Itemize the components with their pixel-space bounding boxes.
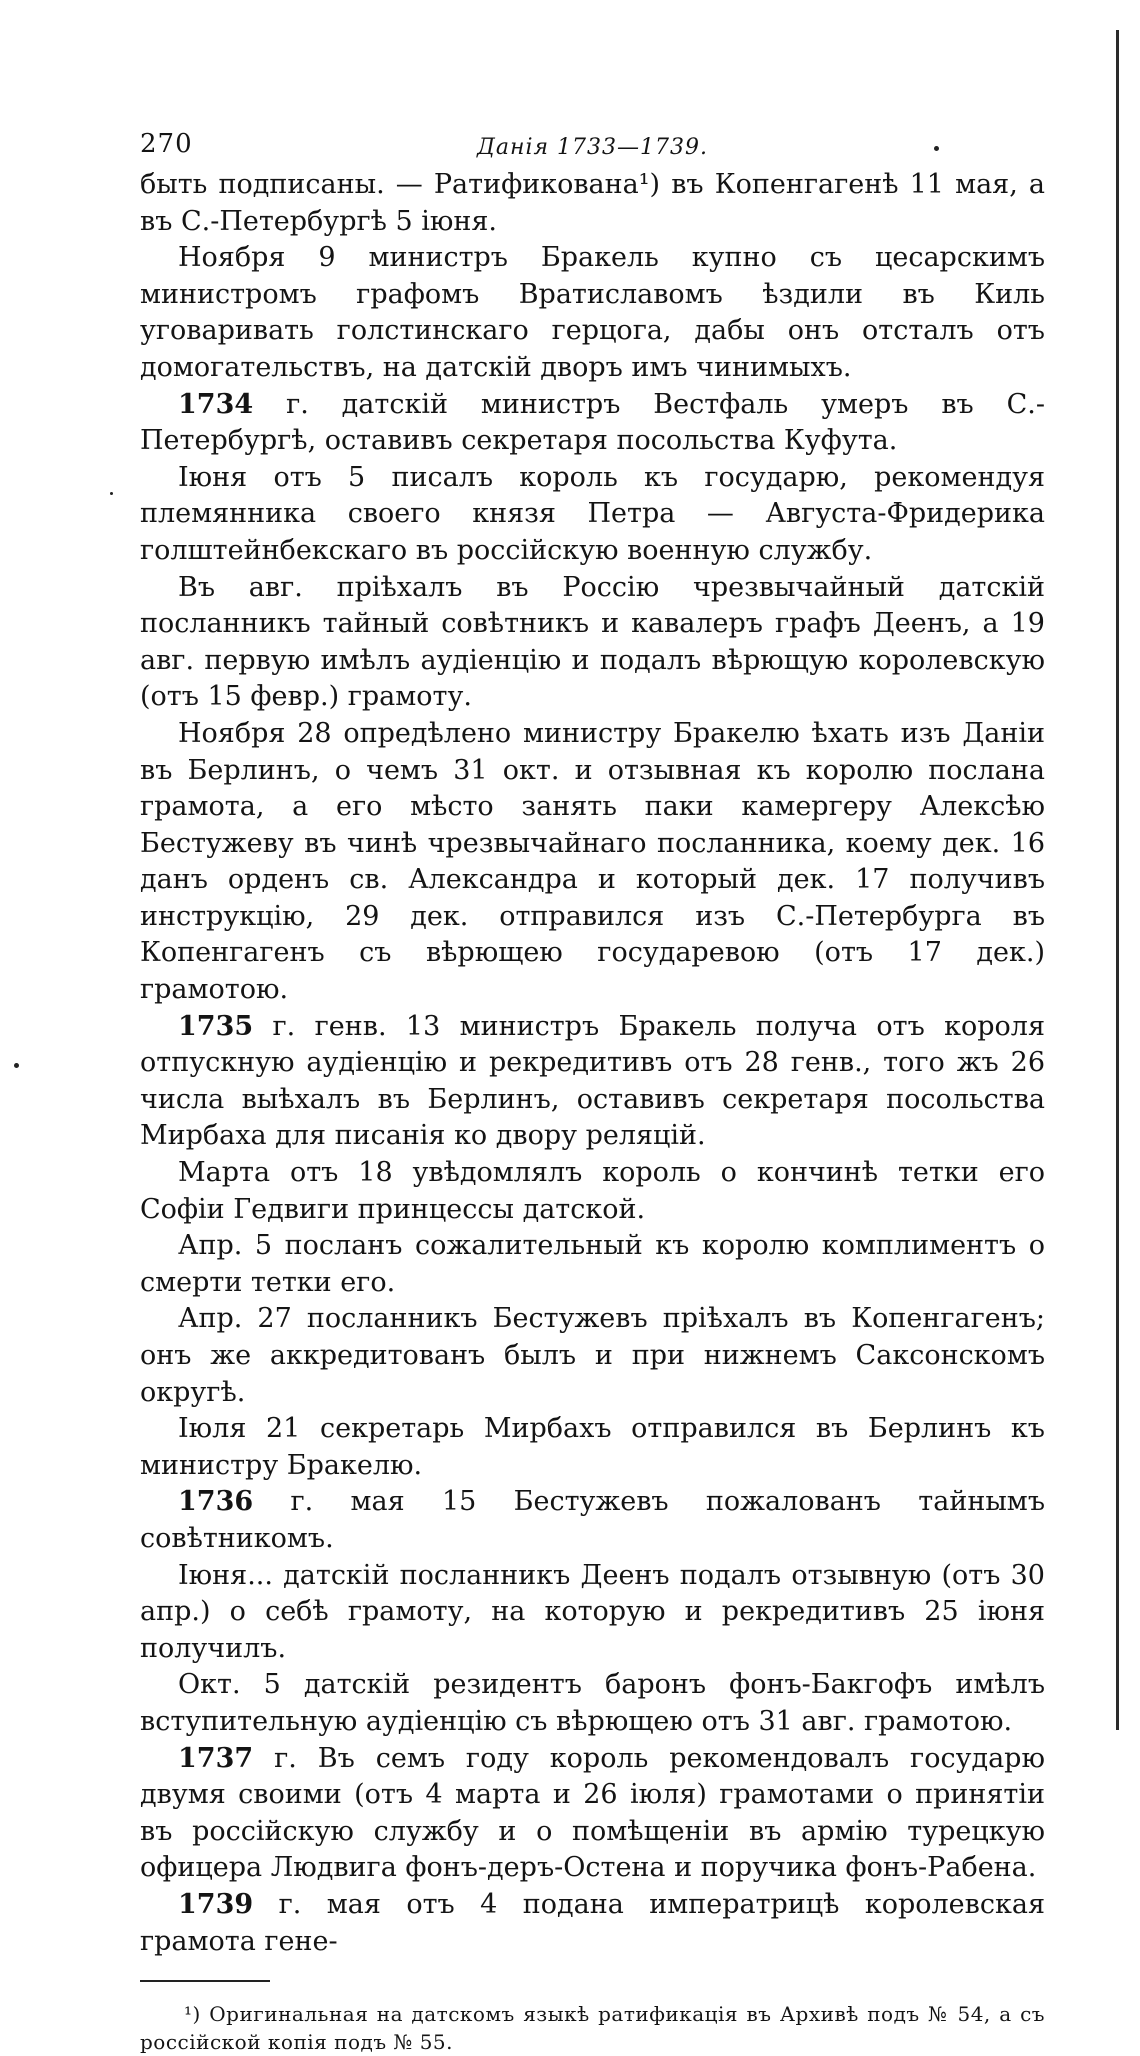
paragraph — [140, 1009, 1045, 1155]
paragraph — [140, 167, 1045, 240]
paragraph — [140, 1301, 1045, 1411]
paragraph-text: Апр. 27 посланникъ Бестужевъ пріѣхалъ въ Копенгагенъ; онъ же аккредитованъ былъ и при нижнемъ Саксонскомъ округѣ. — [140, 1303, 1045, 1408]
paragraph — [140, 1411, 1045, 1484]
paragraph — [140, 1155, 1045, 1228]
year-heading: 1735 — [178, 1010, 254, 1042]
page-number: 270 — [140, 129, 193, 159]
paragraph-text: Ноября 28 опредѣлено министру Бракелю ѣхать изъ Даніи въ Берлинъ, о чемъ 31 окт. и отзывная къ королю послана грамота, а его мѣсто занять паки камергеру Алексѣю Бестужеву въ чинѣ чрезвычайнаго посланника, коему дек. 16 данъ орденъ св. Александра и который дек. 17 получивъ инструкцію, 29 дек. отправился изъ С.-Петербурга въ Копенгагенъ съ вѣрющею государевою (отъ 17 дек.) грамотою. — [140, 717, 1045, 1006]
paragraph-text: Іюля 21 секретарь Мирбахъ отправился въ Берлинъ къ министру Бракелю. — [140, 1413, 1045, 1481]
paragraph — [140, 387, 1045, 460]
paragraph — [140, 1667, 1045, 1740]
scan-speck — [14, 1063, 19, 1068]
paragraph-text: Ноября 9 министръ Бракель купно съ цесарскимъ министромъ графомъ Вратиславомъ ѣздили въ Киль уговаривать голстинскаго герцога, дабы онъ отсталъ отъ домогательствъ, на датскій дворъ имъ чинимыхъ. — [140, 242, 1045, 383]
paragraph — [140, 570, 1045, 716]
year-heading: 1736 — [178, 1486, 254, 1518]
year-heading: 1737 — [178, 1742, 254, 1774]
paragraph-text: быть подписаны. — Ратификована¹) въ Копенгагенѣ 11 мая, а въ С.-Петербургѣ 5 іюня. — [140, 169, 1045, 237]
paragraph-text: Іюня отъ 5 писалъ король къ государю, рекомендуя племянника своего князя Петра — Августа-Фридерика голштейнбекскаго въ россійскую военную службу. — [140, 461, 1045, 566]
paragraph-text: г. генв. 13 министръ Бракель получа отъ короля отпускную аудіенцію и рекредитивъ отъ 28 генв., того жъ 26 числа выѣхалъ въ Берлинъ, оставивъ секретаря посольства Мирбаха для писанія ко двору реляцій. — [140, 1010, 1045, 1152]
paragraph — [140, 1484, 1045, 1557]
paragraph-text: г. мая 15 Бестужевъ пожалованъ тайнымъ совѣтникомъ. — [140, 1486, 1045, 1554]
paragraph-text: г. датскій министръ Вестфаль умеръ въ С.-Петербургѣ, оставивъ секретаря посольства Куфута. — [140, 388, 1045, 457]
paragraph-text: г. Въ семъ году король рекомендовалъ государю двумя своими (отъ 4 марта и 26 іюля) грамотами о принятіи въ россійскую службу и о помѣщеніи въ армію турецкую офицера Людвига фонъ-деръ-Остена и поручика фонъ-Рабена. — [140, 1742, 1045, 1884]
scan-speck — [110, 492, 113, 495]
book-page — [140, 126, 1045, 2056]
footnote: ¹) Оригинальная на датскомъ языкѣ ратификація въ Архивѣ подъ № 54, а съ россійской копія подъ № 55. — [140, 2002, 1045, 2055]
paragraph — [140, 1228, 1045, 1301]
paragraph — [140, 1887, 1045, 1960]
paragraph — [140, 716, 1045, 1009]
paragraph — [140, 1558, 1045, 1668]
scan-border-line — [1116, 30, 1119, 1730]
paragraph-text: Въ авг. пріѣхалъ въ Россію чрезвычайный датскій посланникъ тайный совѣтникъ и кавалеръ графъ Деенъ, а 19 авг. первую имѣлъ аудіенцію и подалъ вѣрющую королевскую (отъ 15 февр.) грамоту. — [140, 571, 1045, 713]
page-body — [140, 167, 1045, 1960]
paragraph — [140, 460, 1045, 570]
paragraph-text: г. мая отъ 4 подана императрицѣ королевская грамота гене- — [140, 1888, 1045, 1957]
footnote-separator — [140, 1980, 270, 1982]
paragraph — [140, 1741, 1045, 1887]
running-title: Данія 1733—1739. — [476, 135, 709, 160]
paragraph-text: Іюня... датскій посланникъ Деенъ подалъ отзывную (отъ 30 апр.) о себѣ грамоту, на которую и рекредитивъ 25 іюня получилъ. — [140, 1559, 1045, 1664]
year-heading: 1734 — [178, 388, 254, 420]
page-header — [140, 126, 1045, 166]
paragraph — [140, 240, 1045, 386]
paragraph-text: Апр. 5 посланъ сожалительный къ королю комплиментъ о смерти тетки его. — [140, 1230, 1045, 1298]
paragraph-text: Окт. 5 датскій резидентъ баронъ фонъ-Бакгофъ имѣлъ вступительную аудіенцію съ вѣрющею отъ 31 авг. грамотою. — [140, 1669, 1045, 1737]
year-heading: 1739 — [178, 1888, 254, 1920]
paragraph-text: Марта отъ 18 увѣдомлялъ король о кончинѣ тетки его Софіи Гедвиги принцессы датской. — [140, 1157, 1045, 1225]
